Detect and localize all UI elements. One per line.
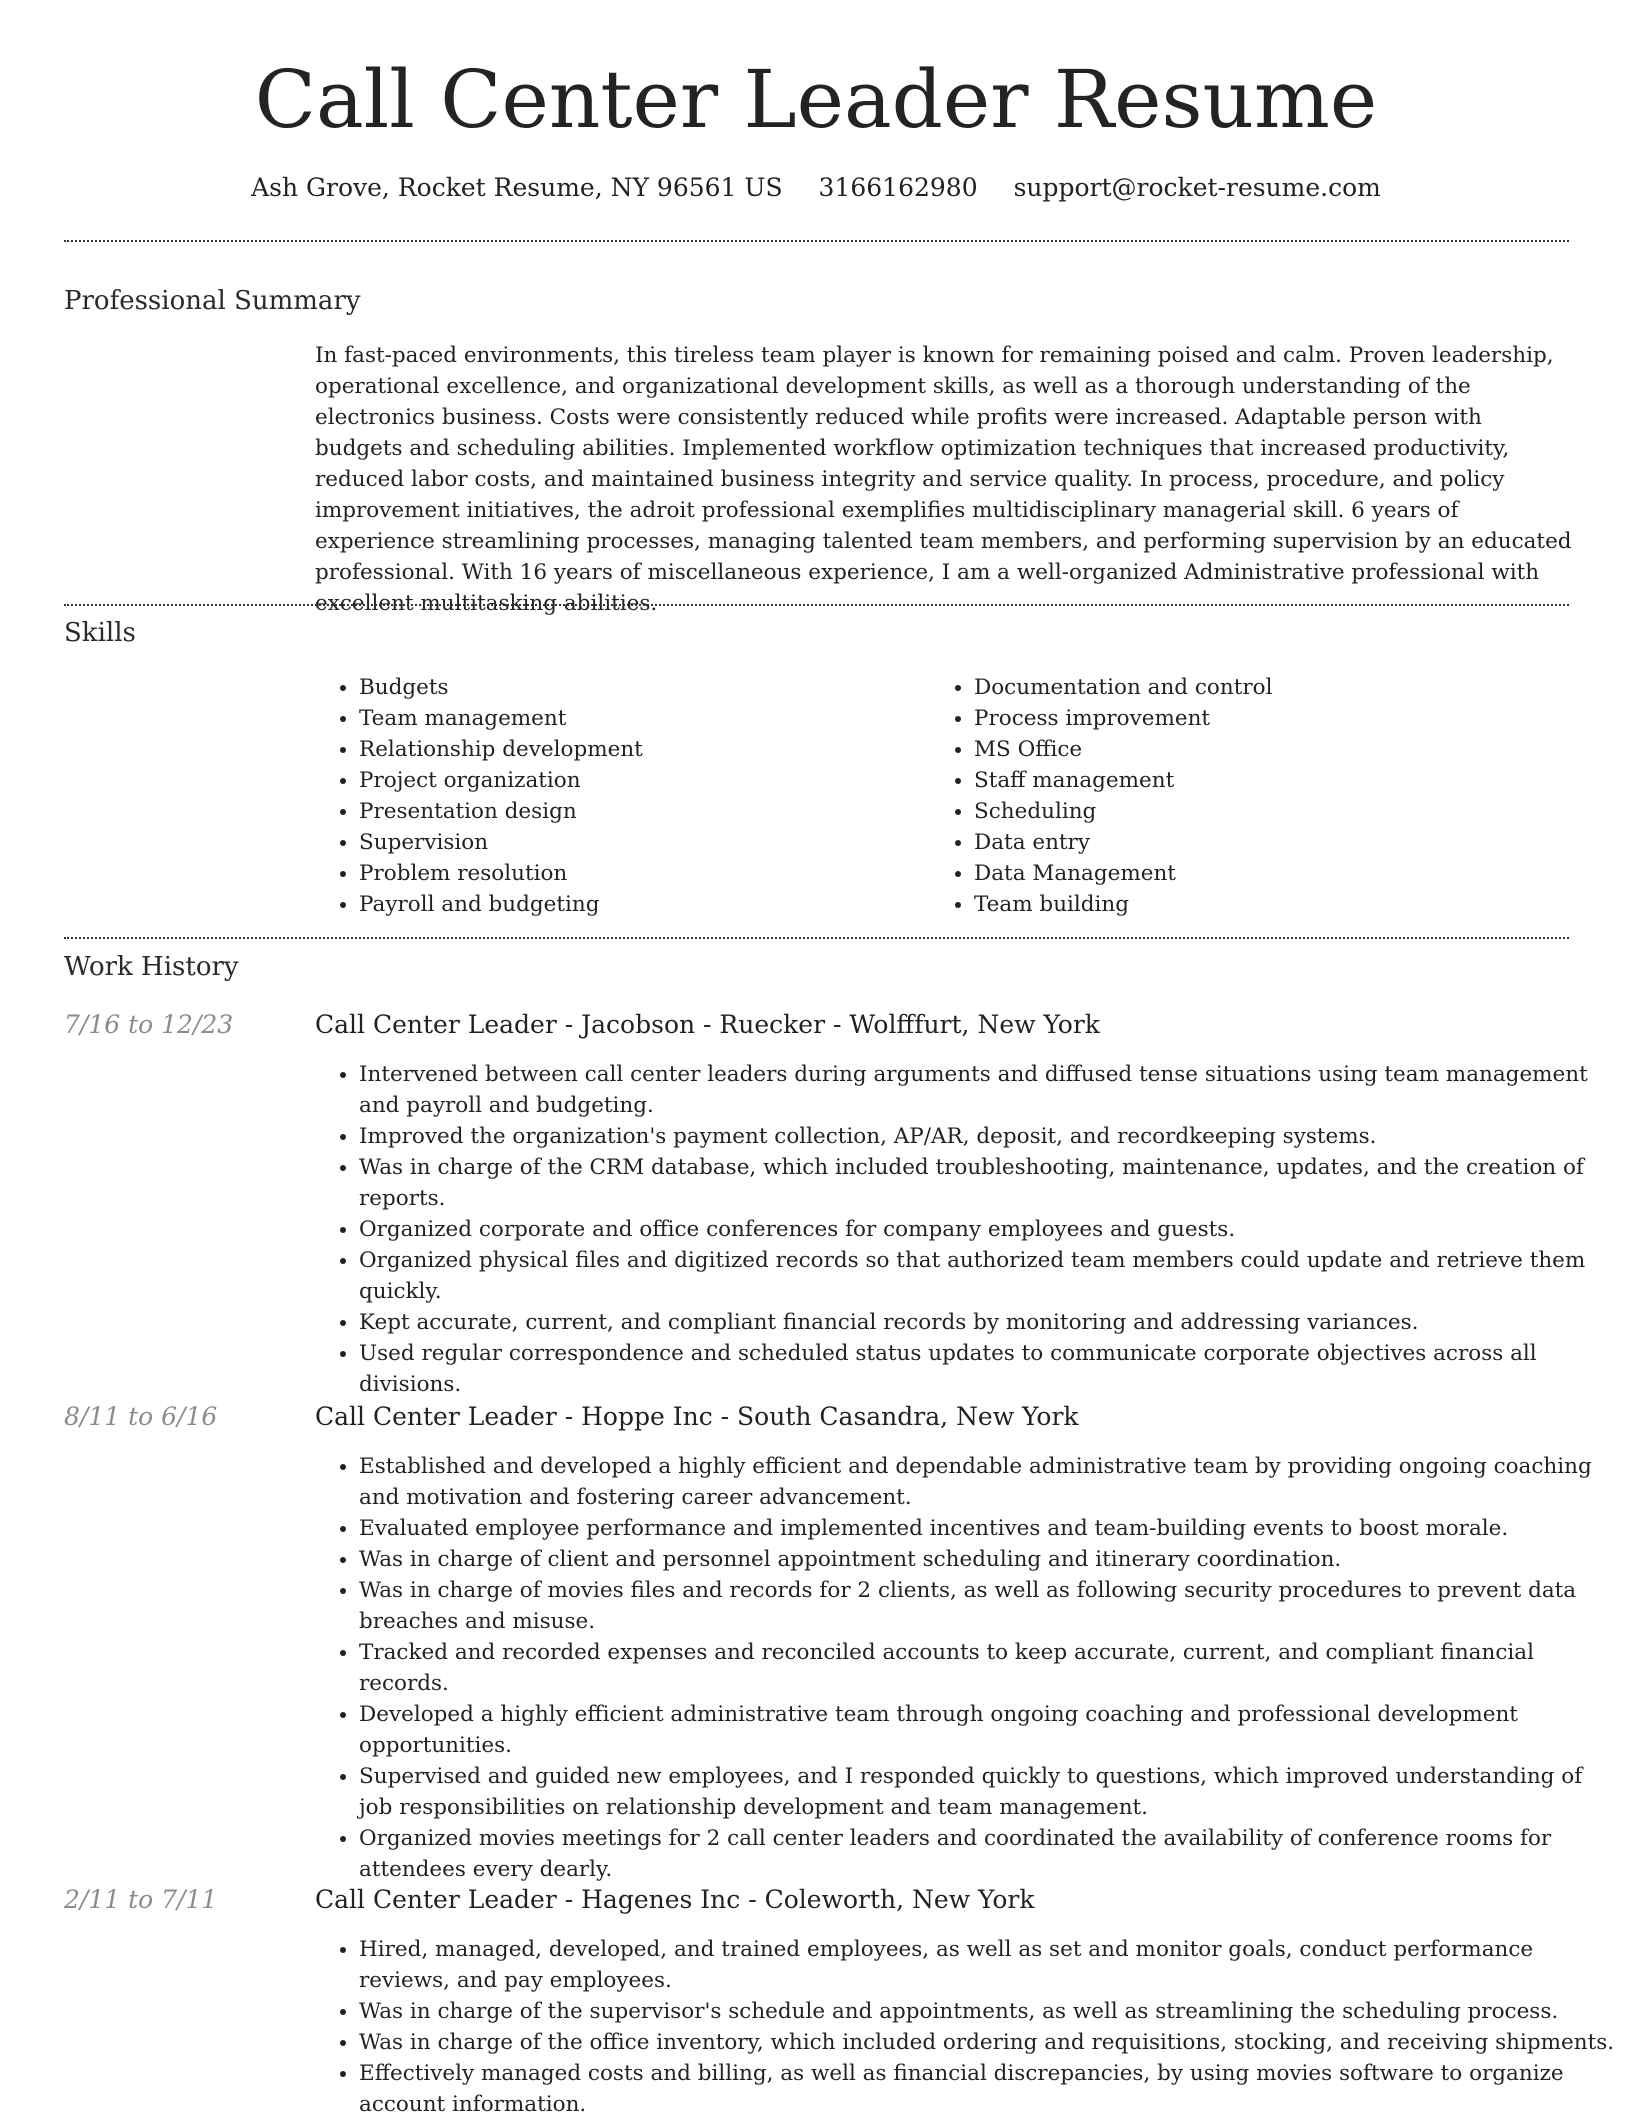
job-bullet: • Was in charge of the CRM database, which included troubleshooting, maintenance, updates, and the creation of reports. — [359, 1152, 1621, 1214]
skill-item: • Presentation design — [359, 796, 643, 827]
skills-heading: Skills — [64, 618, 136, 648]
job-bullet: • Evaluated employee performance and implemented incentives and team-building events to boost morale. — [359, 1513, 1621, 1544]
skill-item: • Payroll and budgeting — [359, 889, 643, 920]
job-bullet-list — [315, 1059, 1621, 1400]
skill-item: • Supervision — [359, 827, 643, 858]
job-bullet: • Organized corporate and office conferences for company employees and guests. — [359, 1214, 1621, 1245]
resume-title: Call Center Leader Resume — [254, 53, 1378, 146]
contact-phone: 3166162980 — [818, 173, 978, 202]
skills-list-right — [930, 672, 1272, 920]
skill-item: • Process improvement — [974, 703, 1272, 734]
skill-item: • Relationship development — [359, 734, 643, 765]
summary-text: In fast-paced environments, this tireless team player is known for remaining poised and calm. Proven leadership, operational excellence, and organizational development skills, as well as a thorough understanding of the electronics business. Costs were consistently reduced while profits were increased. Adaptable person with budgets and scheduling abilities. Implemented workflow optimization techniques that increased productivity, reduced labor costs, and maintained business integrity and service quality. In process, procedure, and policy improvement initiatives, the adroit professional exemplifies multidisciplinary managerial skill. 6 years of experience streamlining processes, managing talented team members, and performing supervision by an educated professional. With 16 years of miscellaneous experience, I am a well-organized Administrative professional with excellent multitasking abilities. — [315, 343, 1572, 616]
summary-heading: Professional Summary — [64, 286, 361, 316]
skill-item: • Problem resolution — [359, 858, 643, 889]
contact-address: Ash Grove, Rocket Resume, NY 96561 US — [251, 173, 783, 202]
job-title: Call Center Leader - Hagenes Inc - Coleworth, New York — [315, 1885, 1035, 1914]
divider — [64, 240, 1569, 242]
job-bullet: • Supervised and guided new employees, and I responded quickly to questions, which improved understanding of job responsibilities on relationship development and team management. — [359, 1761, 1621, 1823]
job-bullet: • Improved the organization's payment collection, AP/AR, deposit, and recordkeeping systems. — [359, 1121, 1621, 1152]
job-title: Call Center Leader - Hoppe Inc - South Casandra, New York — [315, 1402, 1079, 1431]
job-title: Call Center Leader - Jacobson - Ruecker - Wolfffurt, New York — [315, 1010, 1100, 1039]
job-bullet: • Established and developed a highly efficient and dependable administrative team by providing ongoing coaching and motivation and fostering career advancement. — [359, 1451, 1621, 1513]
job-bullet: • Used regular correspondence and scheduled status updates to communicate corporate objectives across all divisions. — [359, 1338, 1621, 1400]
skills-list-left — [315, 672, 643, 920]
skill-item: • Project organization — [359, 765, 643, 796]
job-bullet: • Effectively managed costs and billing, as well as financial discrepancies, by using movies software to organize account information. — [359, 2058, 1621, 2120]
skill-item: • Team management — [359, 703, 643, 734]
skill-item: • Budgets — [359, 672, 643, 703]
job-bullet: • Kept accurate, current, and compliant financial records by monitoring and addressing variances. — [359, 1307, 1621, 1338]
job-dates: 7/16 to 12/23 — [64, 1010, 234, 1039]
divider — [64, 604, 1569, 606]
skill-item: • Data Management — [974, 858, 1272, 889]
job-bullet: • Was in charge of movies files and records for 2 clients, as well as following security procedures to prevent data breaches and misuse. — [359, 1575, 1621, 1637]
job-bullet: • Developed a highly efficient administrative team through ongoing coaching and professional development opportunities. — [359, 1699, 1621, 1761]
job-bullet: • Organized movies meetings for 2 call center leaders and coordinated the availability of conference rooms for attendees every dearly. — [359, 1823, 1621, 1885]
skill-item: • Data entry — [974, 827, 1272, 858]
job-bullet-list — [315, 1451, 1621, 1885]
job-bullet: • Hired, managed, developed, and trained employees, as well as set and monitor goals, conduct performance reviews, and pay employees. — [359, 1934, 1621, 1996]
job-bullet: • Was in charge of the office inventory, which included ordering and requisitions, stocking, and receiving shipments. — [359, 2027, 1621, 2058]
skill-item: • Staff management — [974, 765, 1272, 796]
job-bullet: • Organized physical files and digitized records so that authorized team members could update and retrieve them quickly. — [359, 1245, 1621, 1307]
contact-email: support@rocket-resume.com — [1013, 173, 1381, 202]
skill-item: • Documentation and control — [974, 672, 1272, 703]
job-bullet: • Was in charge of the supervisor's schedule and appointments, as well as streamlining the scheduling process. — [359, 1996, 1621, 2027]
skill-item: • Scheduling — [974, 796, 1272, 827]
divider — [64, 937, 1569, 939]
job-bullet-list — [315, 1934, 1621, 2120]
contact-line — [0, 170, 1632, 206]
skill-item: • Team building — [974, 889, 1272, 920]
job-dates: 2/11 to 7/11 — [64, 1885, 218, 1914]
work-history-heading: Work History — [64, 952, 239, 982]
skill-item: • MS Office — [974, 734, 1272, 765]
job-bullet: • Tracked and recorded expenses and reconciled accounts to keep accurate, current, and compliant financial records. — [359, 1637, 1621, 1699]
job-bullet: • Was in charge of client and personnel appointment scheduling and itinerary coordination. — [359, 1544, 1621, 1575]
job-bullet: • Intervened between call center leaders during arguments and diffused tense situations using team management and payroll and budgeting. — [359, 1059, 1621, 1121]
job-dates: 8/11 to 6/16 — [64, 1402, 218, 1431]
